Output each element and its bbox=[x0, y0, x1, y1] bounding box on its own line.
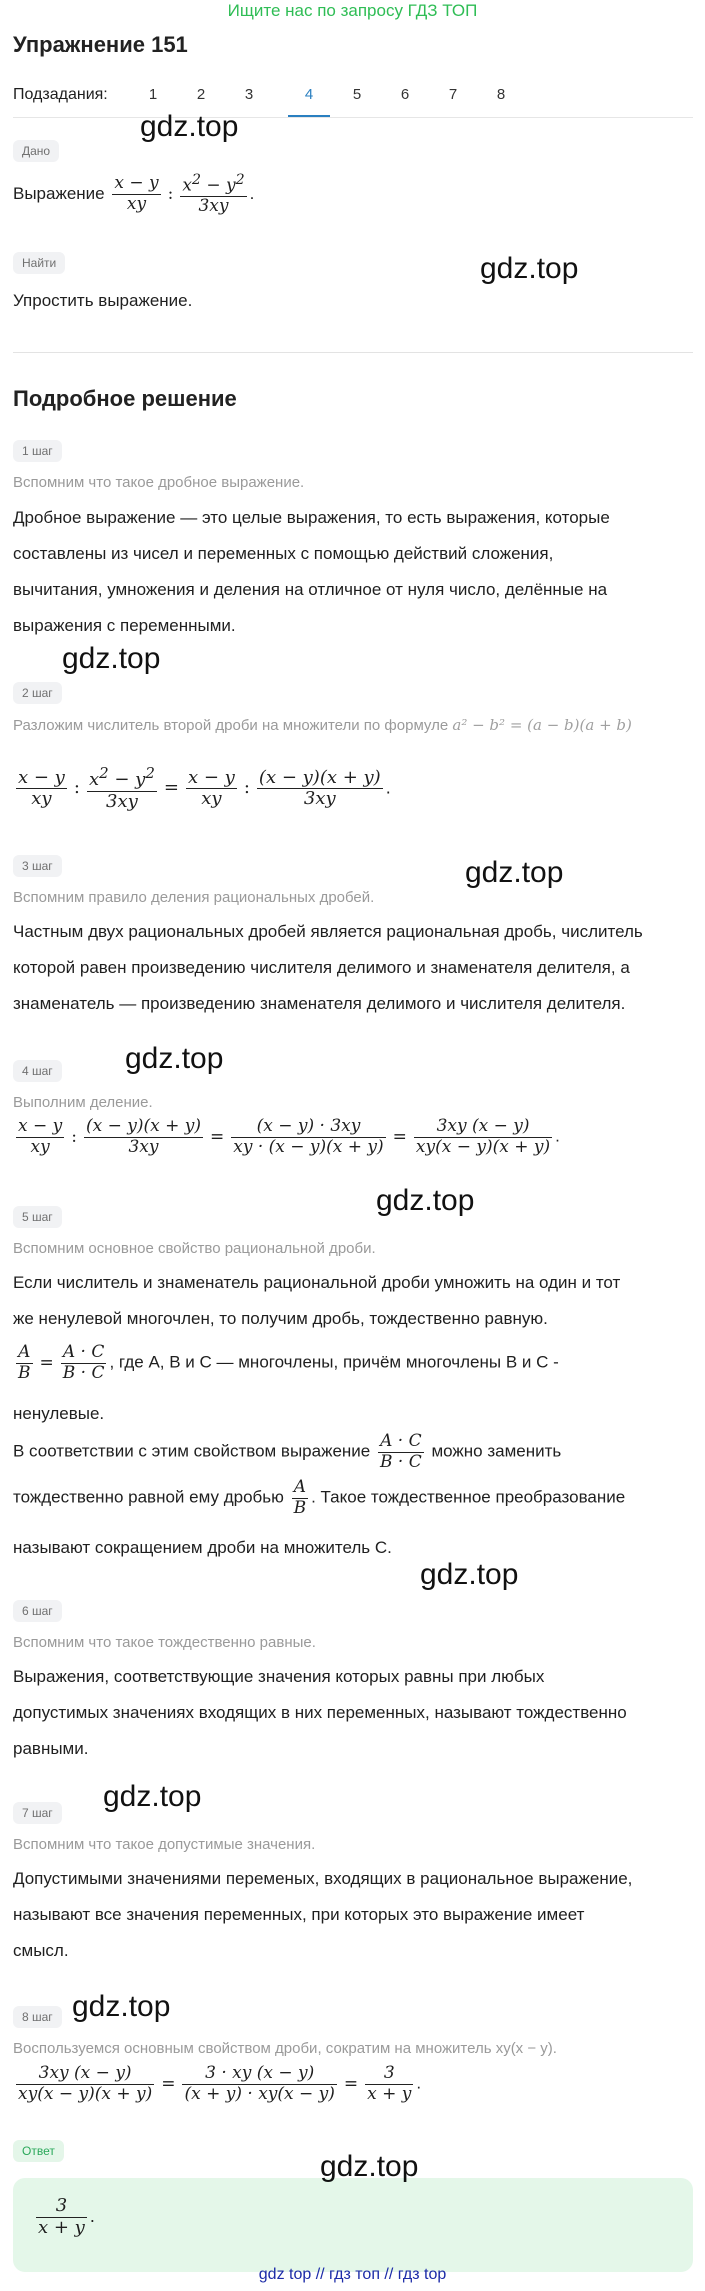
subtask-nav bbox=[13, 86, 693, 116]
step-text: Выражения, соответствующие значения которых равны при любых bbox=[13, 1667, 545, 1686]
step-text: В соответствии с этим свойством выражение bbox=[13, 1441, 371, 1461]
section-divider bbox=[13, 352, 693, 353]
find-badge: Найти bbox=[13, 252, 65, 274]
step-text: Если числитель и знаменатель рациональной дроби умножить на один и тот bbox=[13, 1273, 621, 1292]
solution-title: Подробное решение bbox=[13, 386, 237, 411]
step-badge: 5 шаг bbox=[13, 1206, 62, 1228]
given-expression: Выражение $\frac{x - y}{xy}$ : $\frac{x^2 - y^2}{3xy}$ . bbox=[13, 172, 255, 217]
watermark: gdz.top bbox=[376, 1184, 475, 1217]
tab-subtask-6[interactable]: 6 bbox=[400, 86, 410, 103]
formula: a² − b² = (a − b)(a + b) bbox=[452, 716, 632, 734]
tab-subtask-3[interactable]: 3 bbox=[244, 86, 254, 103]
step-text: же ненулевой многочлен, то получим дробь, тождественно равную. bbox=[13, 1309, 548, 1328]
step-text: составлены из чисел и переменных с помощью действий сложения, bbox=[13, 544, 554, 563]
watermark: gdz.top bbox=[62, 642, 161, 675]
property-paragraph-line1: В соответствии с этим свойством выражение $\frac{A \cdot C}{B \cdot C}$ можно заменить bbox=[13, 1431, 562, 1472]
watermark: gdz.top bbox=[140, 110, 239, 143]
step-badge: 1 шаг bbox=[13, 440, 62, 462]
step-badge: 6 шаг bbox=[13, 1600, 62, 1622]
step-text: Частным двух рациональных дробей является рациональная дробь, числитель bbox=[13, 922, 643, 941]
step-text: ненулевые. bbox=[13, 1404, 105, 1423]
watermark: gdz.top bbox=[420, 1558, 519, 1591]
step-text: смысл. bbox=[13, 1941, 69, 1960]
tab-subtask-7[interactable]: 7 bbox=[448, 86, 458, 103]
step-badge: 7 шаг bbox=[13, 1802, 62, 1824]
step4-equation: $\frac{x - y}{xy}$ : $\frac{(x - y)(x + y)}{3xy}$ = $\frac{(x - y) \cdot 3xy}{xy \cdot (x - y)(x + y)}$ = $\frac{3xy (x - y)}{xy(x - y)(x + y)}$ . bbox=[18, 1116, 560, 1157]
page-title: Упражнение 151 bbox=[13, 32, 188, 57]
step-badge: 8 шаг bbox=[13, 2006, 62, 2028]
answer-badge: Ответ bbox=[13, 2140, 64, 2162]
answer-box bbox=[13, 2178, 693, 2272]
step-text: . Такое тождественное преобразование bbox=[311, 1487, 626, 1507]
step-text: допустимых значениях входящих в них переменных, называют тождественно bbox=[13, 1703, 627, 1722]
step-text: равными. bbox=[13, 1739, 89, 1758]
property-text: , где A, B и C — многочлены, причём многочлены B и C - bbox=[109, 1352, 559, 1372]
step-note bbox=[13, 715, 632, 736]
tab-subtask-4[interactable]: 4 bbox=[304, 86, 314, 103]
step-text: которой равен произведению числителя делимого и знаменателя делителя, а bbox=[13, 958, 630, 977]
step-text: Дробное выражение — это целые выражения, то есть выражения, которые bbox=[13, 508, 610, 527]
divider bbox=[13, 117, 693, 118]
watermark: gdz.top bbox=[72, 1990, 171, 2023]
step-text: Допустимыми значениями переменых, входящих в рациональное выражение, bbox=[13, 1869, 633, 1888]
footer-links[interactable]: gdz top // гдз топ // гдз top bbox=[258, 2266, 447, 2283]
step-text: знаменатель — произведению знаменателя делимого и числителя делителя. bbox=[13, 994, 626, 1013]
step-note-text: Разложим числитель второй дроби на множители по формуле bbox=[13, 717, 449, 734]
step-badge: 2 шаг bbox=[13, 682, 62, 704]
search-banner: Ищите нас по запросу ГДЗ ТОП bbox=[227, 1, 478, 20]
step-note: Выполним деление. bbox=[13, 1094, 153, 1111]
step-note: Вспомним правило деления рациональных дробей. bbox=[13, 889, 375, 906]
step-note: Вспомним что такое допустимые значения. bbox=[13, 1836, 316, 1853]
answer-expression: $\frac{3}{x + y}$ . bbox=[38, 2195, 95, 2238]
subtask-label: Подзадания: bbox=[13, 86, 108, 103]
property-formula: $\frac{A}{B}$ = $\frac{A \cdot C}{B \cdot C}$ , где A, B и C — многочлены, причём многочлены B и C - bbox=[18, 1342, 559, 1383]
given-badge: Дано bbox=[13, 140, 59, 162]
step-note: Вспомним основное свойство рациональной дроби. bbox=[13, 1240, 376, 1257]
watermark: gdz.top bbox=[465, 856, 564, 889]
tab-subtask-5[interactable]: 5 bbox=[352, 86, 362, 103]
step8-equation: $\frac{3xy (x - y)}{xy(x - y)(x + y)}$ = $\frac{3 \cdot xy (x - y)}{(x + y) \cdot xy(x - y)}$ = $\frac{3}{x + y}$ . bbox=[18, 2063, 422, 2104]
step-badge: 4 шаг bbox=[13, 1060, 62, 1082]
find-text: Упростить выражение. bbox=[13, 291, 193, 310]
given-text: Выражение bbox=[13, 183, 105, 203]
watermark: gdz.top bbox=[103, 1780, 202, 1813]
step-text: называют все значения переменных, при которых это выражение имеет bbox=[13, 1905, 585, 1924]
answer-denominator: x + y bbox=[38, 2216, 85, 2238]
step-text: выражения с переменными. bbox=[13, 616, 236, 635]
step-text: можно заменить bbox=[431, 1441, 562, 1461]
step-badge: 3 шаг bbox=[13, 855, 62, 877]
answer-numerator: 3 bbox=[36, 2196, 87, 2218]
watermark: gdz.top bbox=[480, 252, 579, 285]
watermark: gdz.top bbox=[125, 1042, 224, 1075]
step2-equation: $\frac{x - y}{xy}$ : $\frac{x^2 - y^2}{3xy}$ = $\frac{x - y}{xy}$ : $\frac{(x - y)(x + y)}{3xy}$ . bbox=[18, 764, 391, 812]
step-note: Воспользуемся основным свойством дроби, сократим на множитель xy(x − y). bbox=[13, 2040, 557, 2057]
step-text: вычитания, умножения и деления на отличное от нуля число, делённые на bbox=[13, 580, 608, 599]
property-paragraph-line2: тождественно равной ему дробью $\frac{A}{B}$ . Такое тождественное преобразование bbox=[13, 1477, 626, 1518]
step-text: тождественно равной ему дробью bbox=[13, 1487, 284, 1507]
watermark: gdz.top bbox=[320, 2150, 419, 2183]
tab-subtask-8[interactable]: 8 bbox=[496, 86, 506, 103]
step-text: называют сокращением дроби на множитель C. bbox=[13, 1538, 392, 1557]
tab-subtask-2[interactable]: 2 bbox=[196, 86, 206, 103]
tab-subtask-1[interactable]: 1 bbox=[148, 86, 158, 103]
step-note: Вспомним что такое дробное выражение. bbox=[13, 474, 305, 491]
step-note: Вспомним что такое тождественно равные. bbox=[13, 1634, 316, 1651]
